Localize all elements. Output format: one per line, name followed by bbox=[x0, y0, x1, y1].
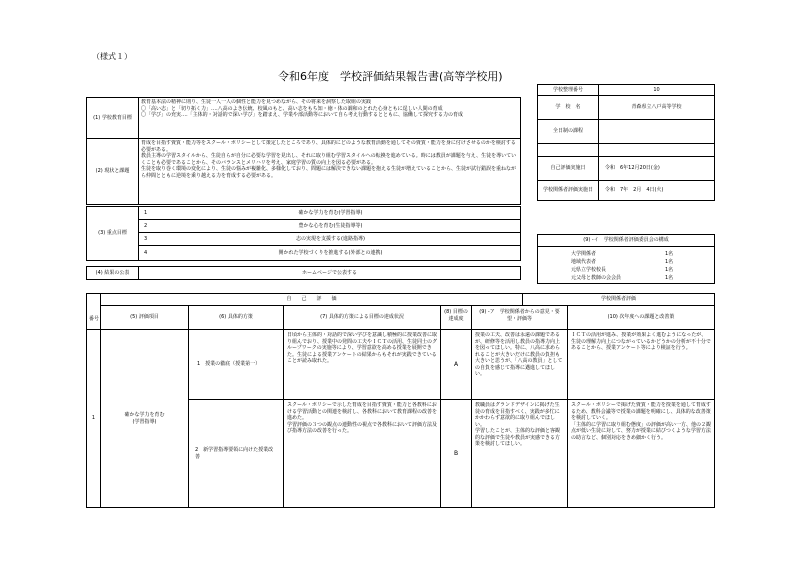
plan-cell-1: 1 授業の徹底（授業第一） bbox=[188, 329, 284, 400]
row-no: 1 bbox=[86, 329, 101, 508]
priority-no: 3 bbox=[144, 236, 148, 242]
info-value-5: 令和 7年 2月 4日(火) bbox=[598, 180, 715, 201]
page-title: 令和6年度 学校評価結果報告書(高等学校用) bbox=[278, 70, 503, 83]
goals-label: (1) 学校教育目標 bbox=[86, 97, 139, 139]
committee-count: 1名 bbox=[665, 275, 674, 281]
no-header-cell bbox=[86, 293, 101, 330]
row-item: 確かな学力を育む (学習指導) bbox=[100, 329, 189, 508]
info-value-4: 令和 6年12月20日(金) bbox=[598, 156, 715, 181]
info-label-3 bbox=[537, 143, 599, 157]
committee-role: 大学関係者 bbox=[571, 251, 597, 257]
priority-no: 4 bbox=[144, 250, 148, 256]
priority-text: 確かな学力を育む(学習指導) bbox=[298, 210, 363, 216]
info-value-2 bbox=[598, 119, 715, 144]
committee-role: 地域代表者 bbox=[571, 259, 597, 265]
evaluation-table bbox=[86, 293, 716, 508]
info-label-2: 全日制の課程 bbox=[537, 119, 599, 144]
next-cell-2 bbox=[567, 399, 715, 508]
goals-box bbox=[138, 97, 521, 139]
related-eval-group-header: 学校関係者評価 bbox=[522, 293, 715, 306]
info-value-0: 10 bbox=[598, 84, 715, 96]
committee-count: 1名 bbox=[665, 267, 674, 273]
header-plan: (6) 具体的方策 bbox=[188, 305, 284, 330]
disclosure-label: (4) 結果の公表 bbox=[86, 266, 139, 280]
opinion-text-2: 教職員はグランドデザインに掲げた生徒の育成を目指すべく、実践が多忙にかかわらず意欲的に取り組んでほしい。 学習したことが、主体的な評価と客観的な評価で生徒や教員が実感できる方策を検討してほしい。 bbox=[475, 402, 561, 447]
opinion-cell-1 bbox=[471, 329, 568, 400]
header-no: 番号 bbox=[89, 316, 100, 322]
header-opinion: (9) -ア 学校関係者からの意見・要望・評価等 bbox=[471, 305, 568, 330]
plan-cell-2: 2 新学習指導要領に向けた授業改善 bbox=[188, 399, 284, 508]
committee-role: 元父母と教師の会会員 bbox=[571, 275, 622, 281]
form-label: （様式１） bbox=[92, 52, 132, 61]
status-text-1: 日頃から主体的・対話的で深い学びを意識し積極的に授業改善に取り組んでおり、授業中の発問の工夫やＩＣＴの活用、生徒同士のグループワークの実施等により、学習意欲を高める授業を展開できた。生徒による授業アンケートの結果からもそれが実践できていることが読み取れた。 bbox=[287, 332, 437, 364]
priority-row-1 bbox=[138, 206, 521, 220]
opinion-text-1: 授業の工夫、改善は永遠の課題であるが、研修等を活用し教員の指導力向上を図ってほしい。特に、八高に求められることが大きいだけに教員の負担も大きいと思うが、「八高の教員」としての自負を感じて指導に邁進してほしい。 bbox=[475, 332, 563, 377]
header-status: (7) 具体的方策による目標の達成状況 bbox=[283, 305, 441, 330]
next-cell-1 bbox=[567, 329, 715, 400]
info-label-0: 学校整理番号 bbox=[537, 84, 599, 96]
priority-row-4 bbox=[138, 245, 521, 261]
committee-role: 元県立学校校長 bbox=[571, 267, 607, 273]
next-text-2: スクール・ポリシーで掲げた資質・能力を授業を通して育成するため、教科会議等で授業の課題を明確にし、具体的な改善策を検討していく。 「主体的に学習に取り組む態度」の評価が高い一方、他の２観点が低い生徒に対して、努力が授業に結びつくような学習方法の助言など、個別対応をきめ細かく行う。 bbox=[571, 402, 711, 441]
committee-members bbox=[537, 246, 715, 284]
priority-no: 1 bbox=[144, 210, 148, 216]
priority-text: 志の実現を支援する(進路指導) bbox=[296, 236, 365, 242]
committee-count: 1名 bbox=[665, 251, 674, 257]
header-grade: (8) 目標の達成度 bbox=[440, 305, 472, 330]
priority-no: 2 bbox=[144, 223, 148, 229]
priority-text: 豊かな心を育む(生徒指導等) bbox=[298, 223, 363, 229]
priority-row-2 bbox=[138, 219, 521, 233]
committee-count: 1名 bbox=[665, 259, 674, 265]
priority-row-3 bbox=[138, 232, 521, 246]
info-label-5: 学校関係者評価実施日 bbox=[537, 180, 599, 201]
header-next: (10) 次年度への課題と改善策 bbox=[567, 305, 715, 330]
committee-title: (9) -イ 学校関係者評価委員会の構成 bbox=[537, 234, 715, 247]
header-item: (5) 評価項目 bbox=[100, 305, 189, 330]
status-text-2: スクール・ポリシーで示した育成を目指す資質・能力と各教科における学習活動との関連を検討し、各教科において教育課程の改善を進めた。 学習評価の３つの観点の連動性の視点で各教科において評価方法及び指導方法の改善を行った。 bbox=[287, 402, 437, 434]
status-box bbox=[138, 138, 521, 205]
status-text: 育成を目指す資質・能力等をスクール・ポリシーとして策定したところであり、具体的にどのような教育活動を通してその資質・能力を身に付けさせるのかを検討する必要がある。 教員主導の学習スタイルから、生徒自らが自分に必要な学習を見出し、それに取り組む学習スタイルへの転換を進めている。時には教員が課題を与え、生徒を導いていくことも必要であることから、そのバランスとメリハリを考え、家庭学習の質の向上を図る必要がある。 生徒を取り巻く環境の変化により、生徒の悩みが複雑化、多様化しており、問題には解決できない課題を抱える生徒が増えていることから、生徒が試行錯誤を重ねながら仲間とともに逆境を乗り越える力を育成する必要がある。 bbox=[141, 140, 517, 179]
next-text-1: ＩＣＴの活用が進み、授業が効果よく進むようになったが、生徒の理解力向上につながっているかどうかの分析が不十分であることから、授業アンケート等により検証を行う。 bbox=[571, 332, 711, 351]
priority-text: 開かれた学校づくりを推進する(外部との連携) bbox=[278, 250, 383, 256]
goals-text: 教育基本法の精神に則り、生徒一人一人の個性と能力を見つめながら、その将来を洞察した取組の実践 〇「高い志」と「切り拓く力」‥‥八高のよき伝統、校風のもと、高い志をもち知・徳・体の調和のとれた心身ともに逞しい人間の育成 〇「学び」の充実‥‥「主体的・対話的で深い学び」を踏まえ、学業や部活動等において自ら考え行動するとともに、協働して探究する力の育成 bbox=[141, 99, 463, 118]
info-label-1: 学 校 名 bbox=[537, 95, 599, 120]
info-value-1: 青森県立八戸高等学校 bbox=[598, 95, 715, 120]
opinion-cell-2 bbox=[471, 399, 568, 508]
status-label: (2) 現状と課題 bbox=[86, 138, 139, 205]
priorities-label: (3) 重点目標 bbox=[86, 206, 139, 261]
status-cell-1 bbox=[283, 329, 441, 400]
self-eval-group-header: 自 己 評 価 bbox=[100, 293, 523, 306]
grade-cell-2: B bbox=[440, 399, 472, 508]
info-label-4: 自己評価実施日 bbox=[537, 156, 599, 181]
status-cell-2 bbox=[283, 399, 441, 508]
info-value-3 bbox=[598, 143, 715, 157]
grade-cell-1: A bbox=[440, 329, 472, 400]
disclosure-text: ホームページで公表する bbox=[138, 266, 521, 280]
